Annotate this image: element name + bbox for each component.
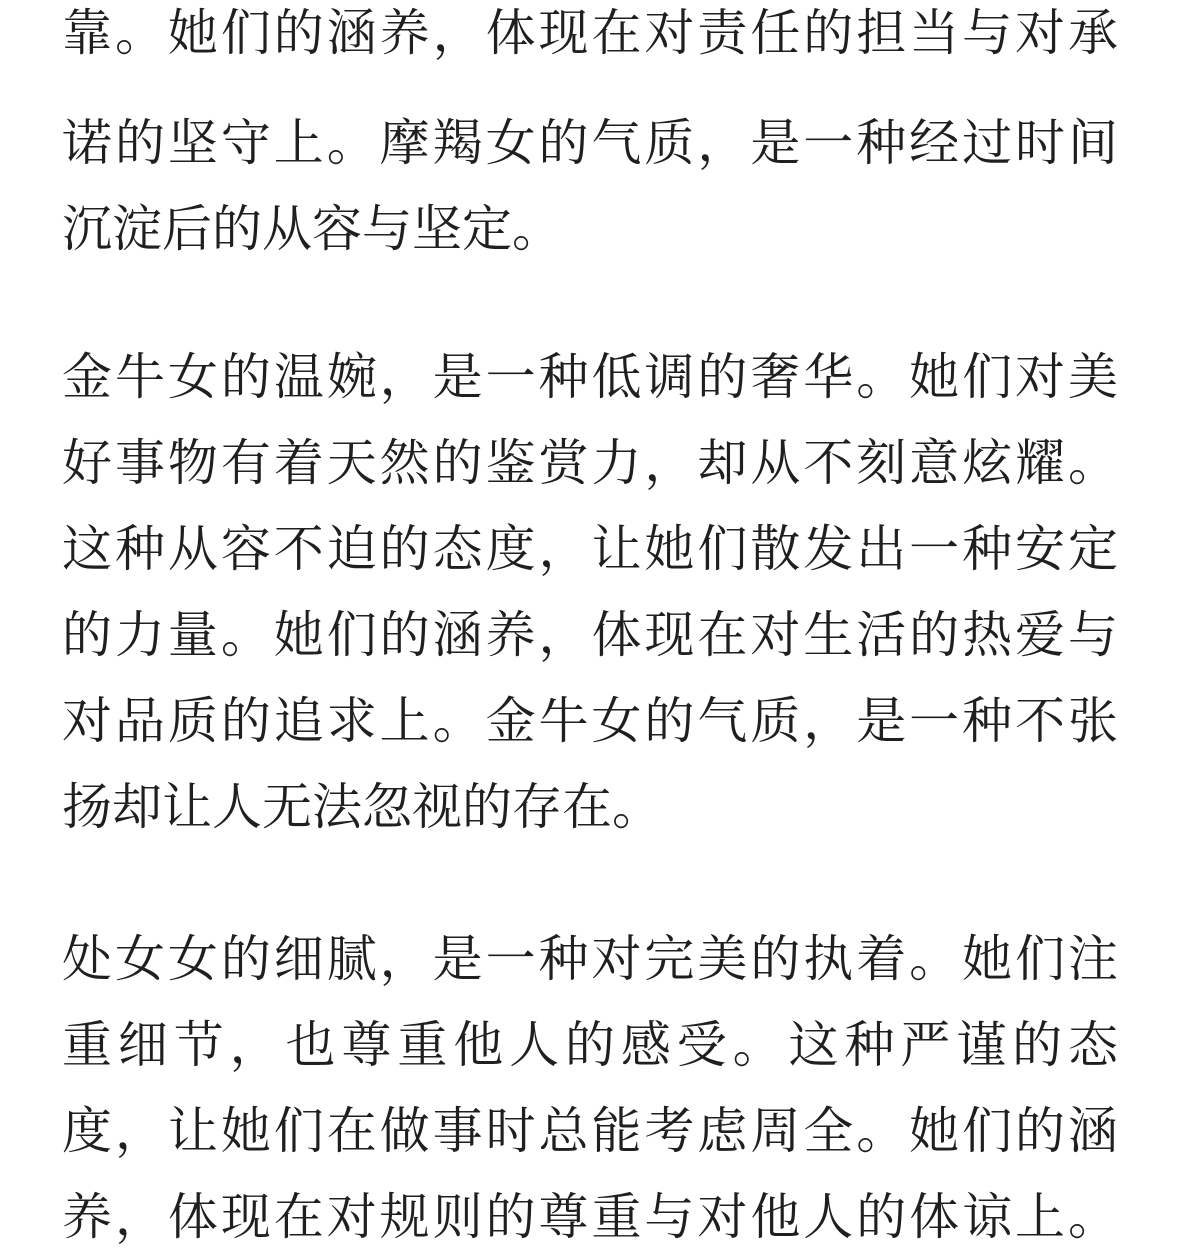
text-line: 处女女的细腻，是一种对完美的执着。她们注 bbox=[62, 930, 1118, 988]
text-line: 对品质的追求上。金牛女的气质，是一种不张 bbox=[62, 692, 1118, 750]
text-line: 重细节，也尊重他人的感受。这种严谨的态 bbox=[62, 1016, 1118, 1074]
text-line: 这种从容不迫的态度，让她们散发出一种安定 bbox=[62, 520, 1118, 578]
text-line: 金牛女的温婉，是一种低调的奢华。她们对美 bbox=[62, 348, 1118, 406]
text-line: 的力量。她们的涵养，体现在对生活的热爱与 bbox=[62, 606, 1118, 664]
text-line: 好事物有着天然的鉴赏力，却从不刻意炫耀。 bbox=[62, 434, 1118, 492]
text-line: 沉淀后的从容与坚定。 bbox=[62, 200, 562, 258]
text-line: 养，体现在对规则的尊重与对他人的体谅上。 bbox=[62, 1188, 1118, 1246]
text-line: 扬却让人无法忽视的存在。 bbox=[62, 778, 662, 836]
text-line: 度，让她们在做事时总能考虑周全。她们的涵 bbox=[62, 1102, 1118, 1160]
text-line: 诺的坚守上。摩羯女的气质，是一种经过时间 bbox=[62, 114, 1118, 172]
text-line: 靠。她们的涵养，体现在对责任的担当与对承 bbox=[62, 4, 1118, 62]
